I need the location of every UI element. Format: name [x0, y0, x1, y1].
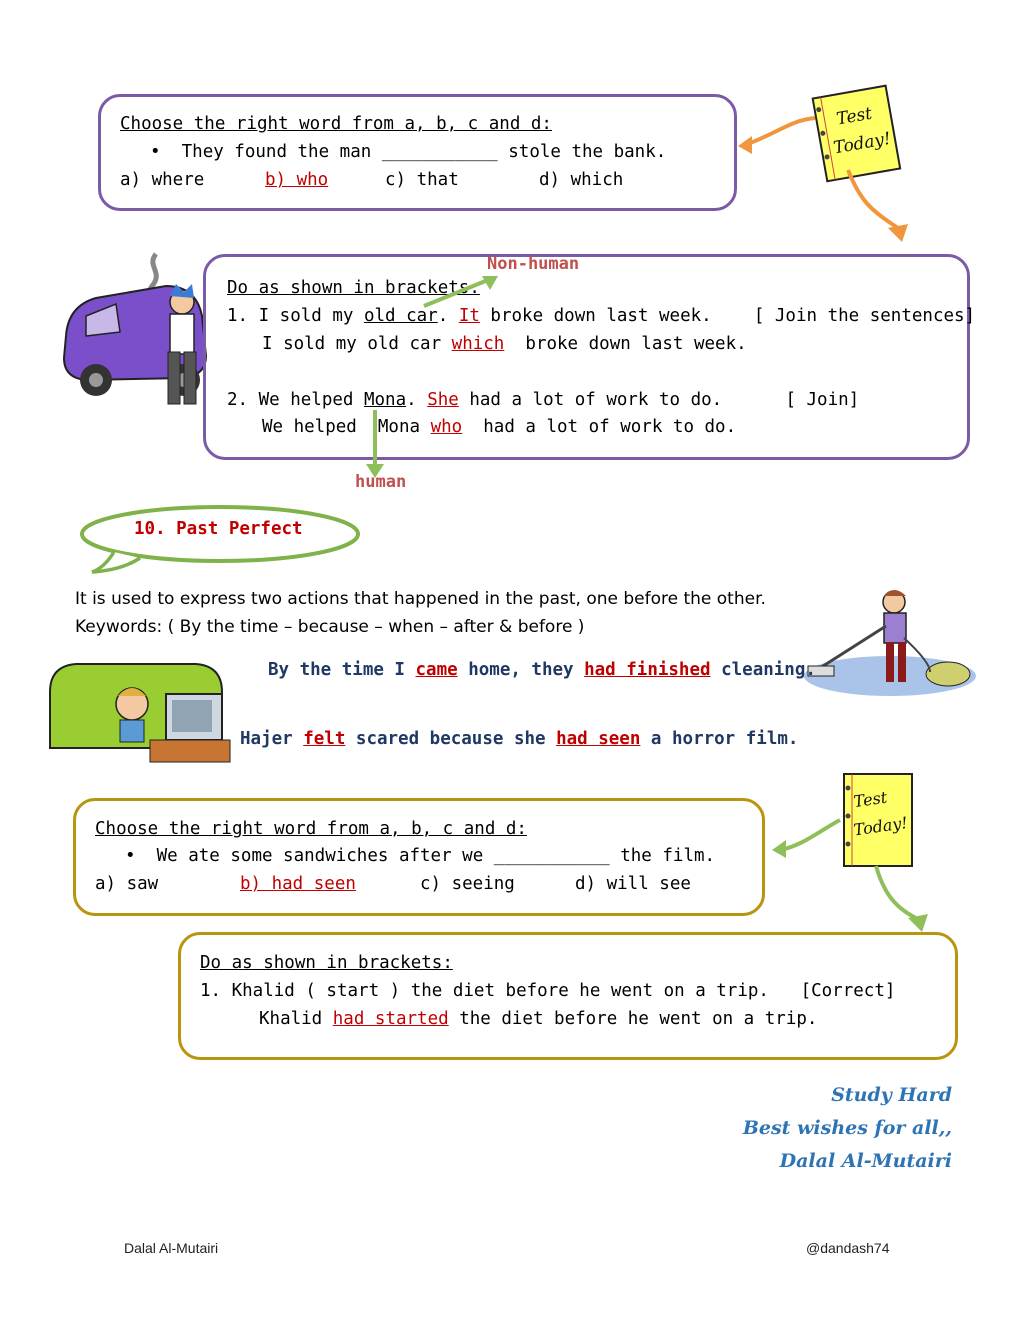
q2-option-c[interactable]: c) seeing [420, 874, 515, 894]
example-2: Hajer felt scared because she had seen a horror film. [240, 729, 799, 749]
broken-car-illustration [56, 246, 216, 416]
example-1: By the time I came home, they had finished cleaning. [268, 660, 816, 680]
speech-bubble-icon [74, 502, 364, 580]
signoff-line-2: Best wishes for all,, [742, 1117, 952, 1139]
vacuum-cleaning-illustration [800, 582, 980, 700]
q2-heading: Choose the right word from a, b, c and d: [95, 819, 527, 839]
relative-ex1-answer: I sold my old car which broke down last week. [262, 334, 747, 354]
relative-ex2: 2. We helped Mona. She had a lot of work to do. [ Join] [227, 390, 860, 410]
relative-ex2-answer: We helped Mona who had a lot of work to do. [262, 417, 737, 437]
q1-option-c[interactable]: c) that [385, 170, 459, 190]
section-title: 10. Past Perfect [134, 519, 303, 539]
q2-option-b[interactable]: b) had seen [240, 874, 356, 894]
note-line-2: Today! [831, 128, 893, 159]
q1-option-b[interactable]: b) who [265, 170, 329, 190]
q2-option-d[interactable]: d) will see [575, 874, 691, 894]
correct-line-1: 1. Khalid ( start ) the diet before he went on a trip. [Correct] [200, 981, 896, 1001]
note2-line-1: Test [852, 787, 889, 812]
intro-line-1: It is used to express two actions that happened in the past, one before the other. [75, 589, 766, 609]
q2-option-a[interactable]: a) saw [95, 874, 159, 894]
green-arrows-icon [360, 270, 520, 480]
label-human: human [355, 472, 407, 492]
correct-heading: Do as shown in brackets: [200, 953, 453, 973]
note2-line-2: Today! [852, 813, 909, 840]
q1-option-d[interactable]: d) which [539, 170, 624, 190]
q1-option-a[interactable]: a) where [120, 170, 205, 190]
footer-handle: @dandash74 [806, 1240, 890, 1256]
signoff-line-3: Dalal Al-Mutairi [779, 1150, 952, 1172]
label-non-human: Non-human [487, 254, 580, 274]
q1-sentence: • They found the man ___________ stole the bank. [150, 142, 667, 162]
footer-author: Dalal Al-Mutairi [124, 1240, 219, 1256]
green-arrows-2-icon [766, 810, 936, 938]
q1-heading: Choose the right word from a, b, c and d: [120, 114, 552, 134]
signoff-line-1: Study Hard [831, 1084, 952, 1106]
note-line-1: Test [834, 103, 874, 130]
q2-sentence: • We ate some sandwiches after we ___________ the film. [125, 846, 716, 866]
correct-answer: Khalid had started the diet before he went on a trip. [259, 1009, 818, 1029]
intro-line-2: Keywords: ( By the time – because – when – after & before ) [75, 617, 585, 637]
watching-tv-illustration [46, 652, 236, 770]
relative-heading: Do as shown in brackets: [227, 278, 480, 298]
orange-arrows-icon [730, 100, 920, 250]
relative-ex1: 1. I sold my old car. It broke down last week. [ Join the sentences] [227, 306, 976, 326]
